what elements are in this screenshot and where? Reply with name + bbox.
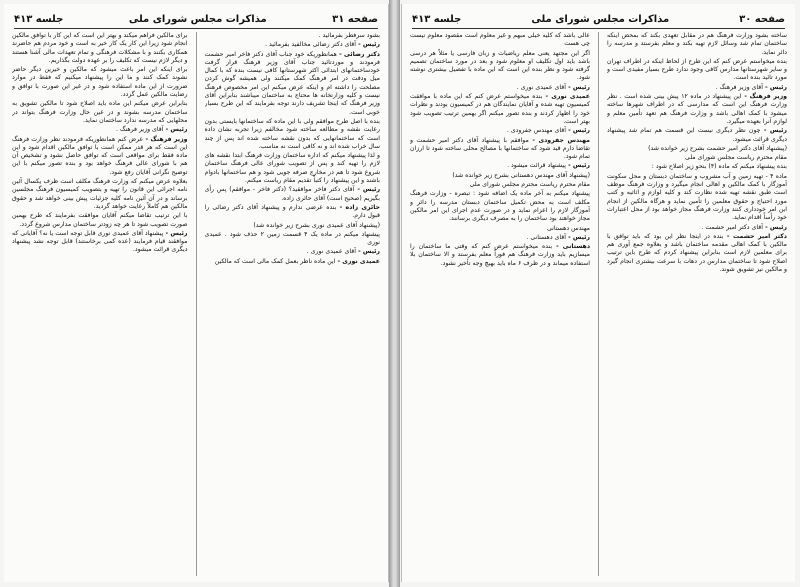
paragraph-text: بعلاوه عرض میکنم که وزارت فرهنگ مکلف است ظرف یکسال آئین نامه اجرائی این قانون را تهیه و بتصویب کمیسیون فرهنگ مجلسین برساند و در آن آئین نامه کلیه جزئیات پیش بینی خواهد شد و حقوق مالکین هم کاملاً رعایت خواهد گردید.	[12, 178, 188, 210]
paragraph-text: آقای دهستانی .	[526, 233, 566, 241]
left-page-columns	[12, 32, 380, 576]
paragraph	[205, 186, 381, 203]
paragraph	[607, 84, 787, 92]
paragraph	[12, 230, 188, 255]
paragraph-text: موافقم با پیشنهاد آقای دکتر امیر حشمت و تقاضا دارم قید شود که ساختمانها با مصالح محلی ساخته شود تا ارزان تمام شود.	[410, 136, 590, 161]
paragraph	[410, 190, 590, 223]
paragraph-text: (پیشنهاد آقای دکتر امیر حشمت بشرح زیر خوانده شد)	[648, 144, 787, 152]
right-page	[401, 4, 795, 582]
paragraph-text: آقای عمیدی نوری .	[516, 83, 566, 91]
paragraph	[205, 222, 381, 230]
speaker-name: رئیس -	[565, 127, 590, 135]
paragraph	[12, 126, 188, 134]
text-column	[607, 32, 787, 576]
page-title: مذاکرات مجلس شورای ملی	[531, 13, 670, 25]
paragraph-text: مقام محترم ریاست مجلس شورای ملی	[685, 154, 787, 162]
speaker-name: رئیس -	[163, 126, 188, 134]
text-column	[410, 32, 590, 576]
speaker-name: عمیدی نوری -	[542, 93, 590, 101]
paragraph-text: بنده در اینجا نظر این بود که باید توافق با مالکین با کمک اهالی مقدمه ساختمان باشد و بعلاوه جمع آوری هم برای معلمین لازم است بنابراین پیشنهاد کردم که طرح باین ترتیب اصلاح شود تا ساختمان مدارس در دهات با سرعت بیشتری انجام گیرد و مالکین نیز تشویق شوند.	[607, 232, 787, 274]
speaker-name: دکتر رضائی -	[336, 50, 380, 58]
paragraph	[410, 172, 590, 180]
paragraph	[205, 231, 381, 248]
speaker-name: وزیر فرهنگ -	[741, 93, 787, 101]
speaker-name: رئیس -	[762, 83, 787, 91]
paragraph	[410, 181, 590, 189]
paragraph-text: بنده میخواستم عرض کنم که وقتی ما ساختمان را میسازیم باید وزارت فرهنگ هم فوراً معلم بفرستد و الا ساختمان بلا استفاده میماند و در ظرف ۶ ماه باید بهیچ وجه تأخیر نشود.	[410, 243, 590, 267]
paragraph-text: ساخته بشود وزارت فرهنگ هم در مقابل تعهدی بکند که بمحض اینکه ساختمان تمام شد وسائل لازم تهیه بکند و معلم بفرستد و مدرسه را دائر نماید.	[607, 32, 787, 56]
paragraph-text: همانطوریکه خود جناب آقای دکتر فاخر امیر حشمت فرمودند و موردتائید جناب آقای وزیر فرهنگ قرار گرفت خودساختمانهای ابتدائی اکثر شهرستانها کافی نیست بنده که با کمال میل ودقت در امر فرهنگ کمک میکنند ولی همیشه گوش کردن مصلحت را داشته ام و اینکه عرض میکنم این امر مخصوص فرهنگ نیست و کلیه وزارتخانه ها محتاج به ساختمان میباشند بنابراین آقای وزیر فرهنگ که اینجا تشریف دارند توجه بفرمایند که این طرح بسیار خوبی است.	[204, 50, 380, 116]
left-page-header	[14, 10, 378, 29]
paragraph	[12, 66, 188, 99]
speaker-name: رئیس -	[760, 127, 787, 135]
paragraph-text: آقای دکتر فاخر موافقید؟ (دکتر فاخر - موافقم) پس رأی بگیریم (صحیح است) آقای حائری زاده.	[204, 186, 380, 202]
paragraph-text: آقای دکتر امیر حشمت .	[701, 223, 763, 231]
paragraph	[410, 84, 590, 92]
paragraph-text: و لذا پیشنهاد میکنم که اداره ساختمان وزارت فرهنگ ابتدا نقشه های لازم را تهیه کند و پس از تصویب شورای عالی فرهنگ ساختمان شروع شود تا هم در مخارج صرفه جویی شود و هم ساختمانها بادوام باشند و این پیشنهاد را کتباً تقدیم مقام ریاست میکنم.	[204, 152, 380, 185]
paragraph	[410, 32, 590, 49]
paragraph	[12, 212, 188, 229]
paragraph	[205, 118, 381, 151]
paragraph	[410, 225, 590, 233]
paragraph-text: پیشنهاد آقای عمیدی نوری قابل توجه است یا نه؟ آقایانی که موافقند قیام فرمایند (عده کمی برخاستند) قابل توجه نشد پیشنهاد دیگری قرائت میشود.	[12, 229, 188, 254]
book-gutter	[389, 0, 400, 587]
paragraph-text: عرض کنم همانطوریکه فرمودند نظر وزارت فرهنگ این است که هر قدر ممکن است با توافق مالکین اقدام شود و این ماده فقط برای مواقعی است که توافق حاصل نشود و تشخیص آن هم با شورای عالی فرهنگ خواهد بود و بنده تصور میکنم با این توضیح نگرانی آقایان رفع شود.	[12, 135, 188, 176]
speaker-name: حائری زاده -	[336, 203, 380, 211]
paragraph	[410, 162, 590, 170]
paragraph	[607, 224, 787, 232]
paragraph-text: آقای عمیدی نوری .	[306, 248, 356, 256]
paragraph	[607, 32, 787, 57]
paragraph-text: بنده عرضی ندارم و پیشنهاد آقای دکتر رضائی را قبول دارم.	[204, 203, 380, 220]
left-page	[4, 4, 389, 582]
paragraph	[205, 41, 381, 49]
paragraph-text: ماده ۴ - تهیه زمین و آب مشروب و ساختمان دبستان و محل سکونت آموزگار با کمک مالکین و اهالی انجام میگیرد و وزارت فرهنگ موظف است طبق نقشه تهیه شده نظارت کند و کلیه لوازم و اثاثیه و کتب مورد احتیاج و حقوق معلمین را تأمین نماید و هرگاه مالکین از انجام این امر خودداری کنند وزارت فرهنگ مجاز خواهد بود از محل اعتبارات خود رأساً اقدام نماید.	[607, 172, 787, 222]
paragraph-text: پیشنهاد میکنم در ماده یک ۴ قسمت زمین ۲ حذف شود . عمیدی نوری	[204, 230, 380, 247]
speaker-name: رئیس -	[354, 186, 380, 194]
page-number: صفحه ۳۰	[739, 13, 785, 25]
paragraph-text: برای اینکه این امر باعث میشود که مالکین و خیرین دیگر حاضر نشوند کمک کنند و ما این را پیشنهاد میکنیم که فقط در موارد ضرورت از این ماده استفاده شود و در غیر این صورت با توافق و رضایت مالکین عمل گردد.	[12, 66, 188, 99]
paragraph	[410, 243, 590, 268]
paragraph	[12, 136, 188, 177]
page-title: مذاکرات مجلس شورای ملی	[128, 13, 267, 25]
paragraph	[607, 58, 787, 83]
paragraph-text: مقام محترم ریاست محترم مجلس شورای ملی	[469, 181, 590, 189]
paragraph-text: اگر این مجتهد یعنی معلم ریاضیات و زبان فارسی یا مثلاً هر درسی باشد باید اول تکلیف او معلوم شود و بعد در مورد ساختمان تصمیم گرفته شود و نظر بنده این است که این ماده با تفصیل بیشتری نوشته شود.	[410, 49, 590, 82]
paragraph	[205, 51, 381, 117]
paragraph-text: بنده میخواستم عرض کنم که این ماده با موافقت کمیسیون تهیه شده و آقایان نمایندگان هم در کمیسیون بودند و نظرات خود را اظهار کردند و بنده تصور میکنم اگر بهمین ترتیب تصویب شود بهتر است.	[410, 93, 590, 125]
speaker-name: وزیر فرهنگ -	[143, 135, 188, 143]
paragraph	[205, 248, 381, 256]
paragraph-text: آقای وزیر فرهنگ .	[715, 83, 763, 91]
speaker-name: رئیس -	[565, 162, 590, 170]
paragraph-text: بنده با اصل طرح موافقم ولی با این ماده که ساختمانها بایستی بدون رعایت نقشه و مطالعه ساخته شود مخالفم زیرا تجربه نشان داده است که ساختمانهایی که بدون نقشه ساخته شده اند پس از چند سال خراب شده اند و نه کافی است نه مناسب.	[204, 117, 380, 150]
paragraph	[12, 32, 188, 65]
right-page-header	[412, 10, 785, 29]
paragraph	[410, 93, 590, 126]
speaker-name: رئیس -	[163, 229, 188, 237]
paragraph-text: بنده میخواستم عرض کنم که این طرح از لحاظ اینکه در اطراف تهران و سایر شهرستانها مدارس کافی وجود ندارد طرح بسیار مفیدی است و مورد تائید بنده است.	[607, 57, 787, 82]
paragraph-text: بنده پیشنهاد میکنم که ماده (۴) بنحو زیر اصلاح شود :	[651, 163, 787, 171]
paragraph-text: پیشنهاد قرائت میشود .	[507, 162, 566, 170]
paragraph	[410, 127, 590, 135]
session-number: جلسه ۴۱۳	[412, 13, 462, 25]
paragraph	[205, 152, 381, 185]
paragraph	[607, 173, 787, 223]
paragraph-text: برای مالکین فراهم میکند و بهتر این است که این کار با توافق مالکین انجام شود زیرا این کار یک کار خیر به است و خود مردم هم حاضرند همکاری بکنند و با مشکلات فرهنگی و تمام تعهدات مالی آشنا هستند و دیگر لازم نیست که تکلیف را بر عهده دولت بگذاریم.	[12, 32, 188, 64]
paragraph	[607, 127, 787, 144]
paragraph	[12, 178, 188, 211]
paragraph-text: (پیشنهاد آقای مهندس دهستانی بشرح زیر خوانده شد)	[452, 171, 590, 179]
paragraph	[607, 233, 787, 274]
paragraph-text: آقای وزیر فرهنگ .	[116, 126, 164, 134]
paragraph	[607, 163, 787, 171]
paragraph-text: آقای دکتر رضائی مخالفید بفرمائید .	[265, 41, 356, 49]
speaker-name: عمیدی نوری -	[335, 257, 380, 265]
paragraph	[410, 137, 590, 162]
speaker-name: رئیس -	[565, 83, 590, 91]
speaker-name: مهندس جفرودی -	[528, 136, 590, 144]
paragraph	[607, 154, 787, 162]
paragraph-text: با این ترتیب تقاضا میکنم آقایان موافقت بفرمایند که طرح بهمین صورت تصویب شود تا هر چه زودتر ساختمان مدارس شروع گردد.	[12, 212, 188, 228]
page-number: صفحه ۳۱	[332, 13, 378, 25]
speaker-name: رئیس -	[565, 233, 590, 241]
text-column	[12, 32, 188, 576]
paragraph-text: بشود سرفطر بفرمائید .	[318, 32, 380, 39]
paragraph	[410, 50, 590, 83]
paragraph	[12, 100, 188, 125]
paragraph-text: پیشنهاد میکنم به آخر ماده یک اضافه شود : تبصره - وزارت فرهنگ مکلف است به محض تکمیل ساختمان دبستان مدرسه را دائر و آموزگار لازم را اعزام نماید و در صورت عدم اجرای این امر مالکین مجاز خواهند بود ساختمان را به مصرف دیگری برسانند.	[410, 190, 590, 223]
paragraph	[410, 234, 590, 242]
paragraph-text: (پیشنهاد آقای عمیدی نوری بشرح زیر خوانده شد)	[253, 221, 380, 229]
paragraph-text: این پیشنهاد در ماده ۱۲ پیش بینی شده است . نظر وزارت فرهنگ این است که مدارسی که در اطراف شهرها ساخته میشود با کمک اهالی باشد و وزارت فرهنگ هم تعهد تأمین معلم و لوازم آنرا بعهده میگیرد.	[607, 93, 787, 125]
right-page-columns	[410, 32, 787, 576]
paragraph-text: آقای مهندس جفرودی .	[506, 127, 566, 135]
speaker-name: دکتر امیر حشمت -	[723, 232, 787, 240]
paragraph-text: بنابراین عرض میکنم این ماده باید اصلاح شود تا مالکین تشویق به ساختمان مدرسه بشوند و در عین حال وزارت فرهنگ بتواند در محلهایی که مدرسه ندارد ساختمان نماید.	[12, 100, 188, 124]
paragraph	[205, 32, 381, 40]
speaker-name: رئیس -	[355, 248, 380, 256]
speaker-name: رئیس -	[762, 223, 787, 231]
paragraph	[607, 145, 787, 153]
column-divider	[598, 32, 599, 576]
text-column	[205, 32, 381, 576]
speaker-name: رئیس -	[355, 41, 380, 49]
session-number: جلسه ۴۱۳	[14, 13, 64, 25]
paragraph-text: این ماده ناظر بعمل کمک مالی است که مالکین	[214, 257, 336, 265]
paragraph	[607, 93, 787, 126]
column-divider	[196, 32, 197, 576]
paragraph-text: عالی باشد که کلیه خیلی مبهم و غیر معلوم است مقصود معلوم نیست چی هست	[410, 32, 590, 48]
paragraph	[205, 204, 381, 221]
speaker-name: دهستانی -	[552, 243, 590, 251]
paragraph-text: مهندس دهستانی	[547, 224, 590, 232]
paragraph-text: چون نظر دیگری نیست این قسمت هم تمام شد پیشنهاد دیگری قرائت میشود.	[607, 127, 787, 143]
paragraph	[205, 258, 381, 266]
